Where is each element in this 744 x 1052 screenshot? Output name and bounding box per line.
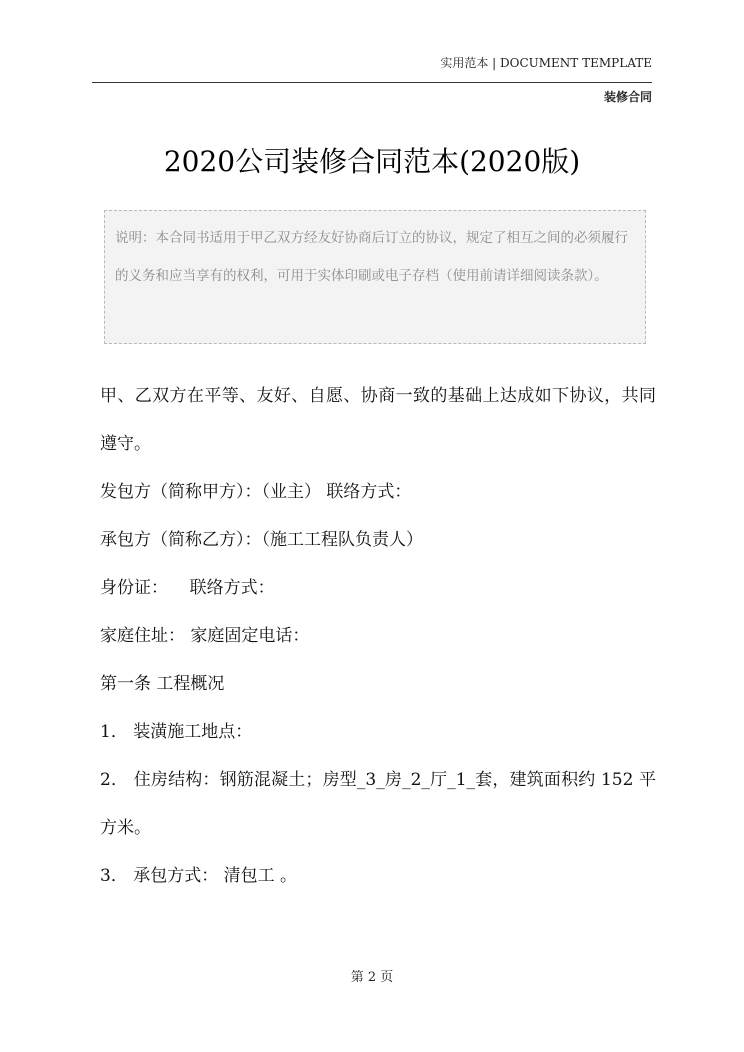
paragraph-party-b: 承包方（简称乙方）：（施工工程队负责人） xyxy=(100,530,423,550)
paragraph-article-1: 第一条 工程概况 xyxy=(100,674,225,694)
paragraph-item-3: 3． 承包方式： 清包工 。 xyxy=(100,866,298,886)
header-category-label: 装修合同 xyxy=(603,90,652,104)
paragraph-party-a: 发包方（简称甲方）：（业主） 联络方式： xyxy=(100,482,412,502)
paragraph-item-1: 1． 装潢施工地点： xyxy=(100,722,253,742)
page-number: 第 2 页 xyxy=(350,970,394,985)
document-title: 2020公司装修合同范本(2020版) xyxy=(163,145,581,178)
header-divider xyxy=(92,82,652,83)
paragraph-intro: 甲、乙双方在平等、友好、自愿、协商一致的基础上达成如下协议，共同遵守。 xyxy=(100,386,656,454)
paragraph-id-card: 身份证： 联络方式： xyxy=(100,578,275,598)
note-box xyxy=(104,210,646,344)
paragraph-item-2: 2． 住房结构：钢筋混凝土；房型_3_房_2_厅_1_套，建筑面积约 152 平方米。 xyxy=(100,770,656,838)
paragraph-address: 家庭住址： 家庭固定电话： xyxy=(100,626,310,646)
note-text: 说明：本合同书适用于甲乙双方经友好协商后订立的协议，规定了相互之间的必须履行的义务和应当享有的权利，可用于实体印刷或电子存档（使用前请详细阅读条款）。 xyxy=(115,230,628,284)
document-body xyxy=(100,372,656,900)
header-template-label: 实用范本 | DOCUMENT TEMPLATE xyxy=(440,56,652,70)
